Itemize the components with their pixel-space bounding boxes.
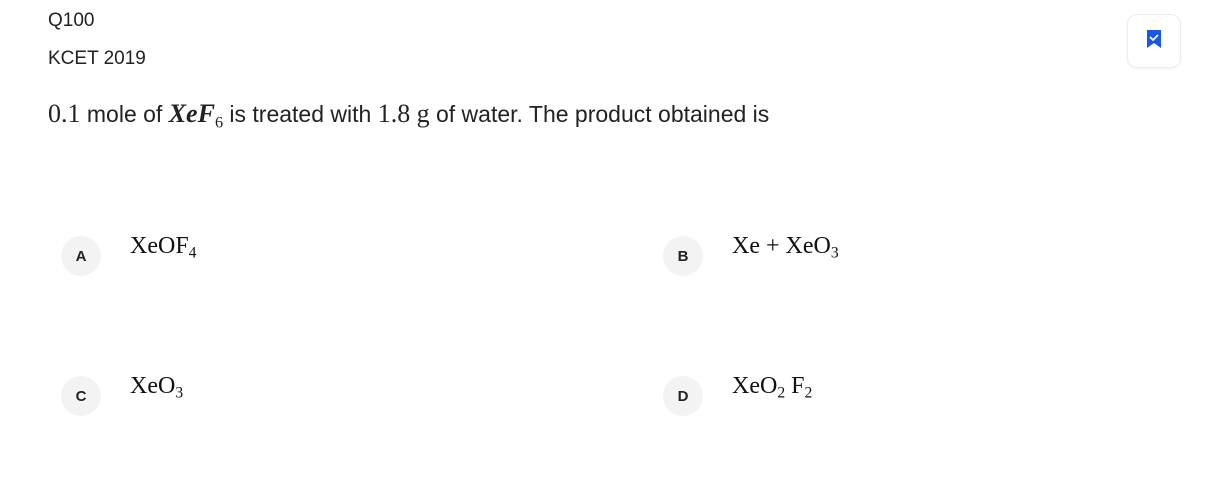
bookmark-icon (1146, 29, 1162, 54)
question-unit: g (416, 99, 430, 128)
question-text-2: is treated with (223, 101, 378, 127)
question-text (48, 98, 769, 140)
option-text: Xe + XeO$_3$ (732, 233, 839, 262)
option-letter: D (663, 376, 703, 416)
question-text-1: mole of (80, 101, 169, 127)
option-text: XeO$_3$ (130, 373, 184, 402)
option-letter: C (61, 376, 101, 416)
bookmark-button[interactable] (1127, 14, 1181, 68)
option-letter: B (663, 236, 703, 276)
option-letter: A (61, 236, 101, 276)
option-text: XeOF$_4$ (130, 233, 197, 262)
option-a[interactable] (61, 233, 197, 276)
option-text: XeO$_2$ $F_2$ (732, 373, 813, 402)
question-amount: 0.1 (48, 99, 81, 128)
question-text-3: of water. The product obtained is (429, 101, 770, 127)
option-c[interactable] (61, 373, 184, 416)
question-mass: 1.8 (377, 99, 411, 128)
question-compound: XeF$_6$ (168, 99, 224, 132)
exam-label: KCET 2019 (48, 48, 146, 69)
option-d[interactable] (663, 373, 813, 416)
option-b[interactable] (663, 233, 839, 276)
question-number: Q100 (48, 10, 95, 31)
